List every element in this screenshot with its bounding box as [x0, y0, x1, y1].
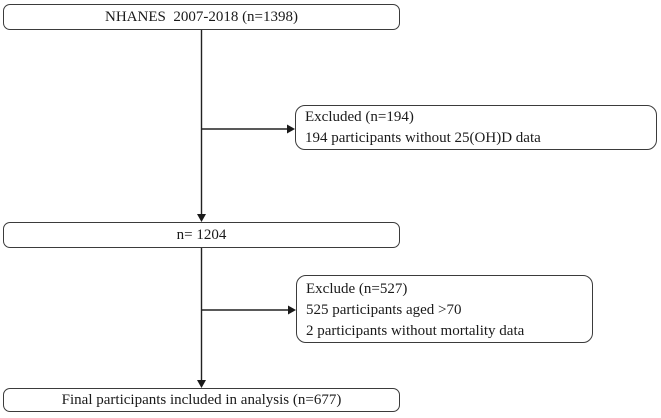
box-nhanes-cohort — [3, 4, 400, 30]
box-nhanes-cohort-label: NHANES 2007-2018 (n=1398) — [104, 8, 299, 25]
excluded-25ohd-line-2: 194 participants without 25(OH)D data — [305, 130, 541, 146]
box-excluded-25ohd — [295, 105, 657, 150]
box-final-analysis — [3, 388, 400, 412]
box-excluded-age-mortality — [296, 275, 593, 343]
arrowhead-right-1 — [287, 125, 295, 134]
box-remaining-n1204-label: n= 1204 — [176, 226, 227, 243]
excluded-age-mortality-line-3: 2 participants without mortality data — [306, 323, 525, 339]
arrowhead-down-2 — [197, 380, 206, 388]
excluded-age-mortality-line-2: 525 participants aged >70 — [306, 302, 462, 318]
excluded-age-mortality-line-1: Exclude (n=527) — [306, 281, 408, 297]
arrowhead-down-1 — [197, 214, 206, 222]
box-final-analysis-label: Final participants included in analysis (n=677) — [61, 391, 342, 408]
excluded-25ohd-line-1: Excluded (n=194) — [305, 109, 414, 125]
arrowhead-right-2 — [288, 306, 296, 315]
box-remaining-n1204 — [3, 222, 400, 248]
